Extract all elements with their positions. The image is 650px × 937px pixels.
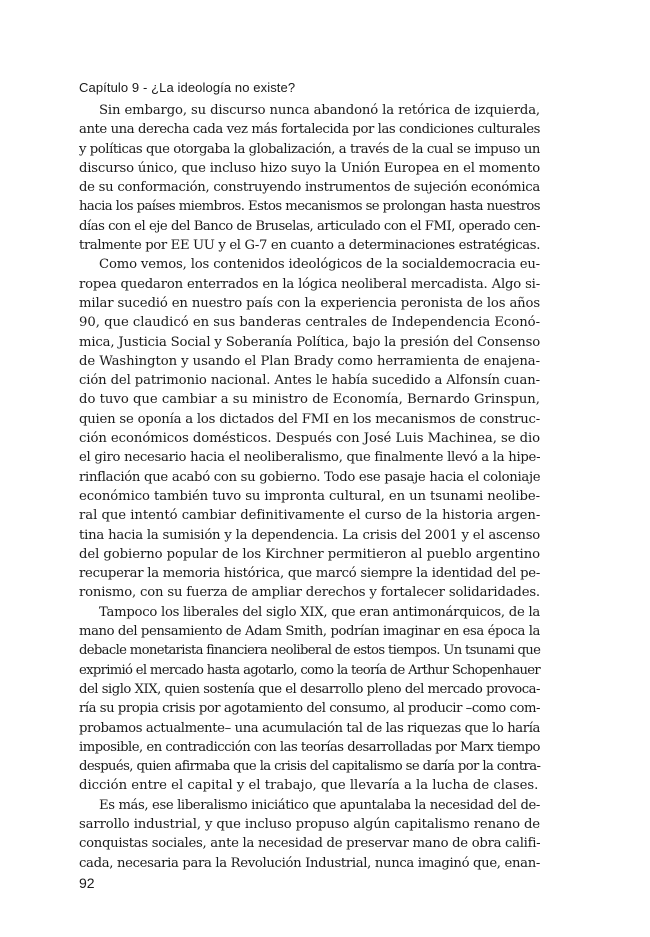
paragraph <box>79 603 540 796</box>
paragraph <box>79 796 540 873</box>
text-line: económico también tuvo su impronta cultural, en un tsunami neolibe- <box>79 488 541 504</box>
text-line: mano del pensamiento de Adam Smith, podrían imaginar en esa época la <box>79 624 540 640</box>
text-line: y políticas que otorgaba la globalización, a través de la cual se impuso un <box>79 141 540 157</box>
text-line: ción del patrimonio nacional. Antes le había sucedido a Alfonsín cuan- <box>79 373 540 389</box>
text-line: Es más, ese liberalismo iniciático que apuntalaba la necesidad del de- <box>99 797 540 813</box>
text-line: mica, Justicia Social y Soberanía Política, bajo la presión del Consenso <box>79 334 540 350</box>
text-line: ría su propia crisis por agotamiento del consumo, al producir –como com- <box>79 701 541 717</box>
text-line: cada, necesaria para la Revolución Industrial, nunca imaginó que, enan- <box>79 855 540 871</box>
text-line: debacle monetarista financiera neoliberal de estos tiempos. Un tsunami que <box>79 643 541 659</box>
text-line: conquistas sociales, ante la necesidad de preservar mano de obra califi- <box>79 836 541 852</box>
text-line: tralmente por EE UU y el G-7 en cuanto a determinaciones estratégicas. <box>79 238 541 254</box>
text-line: Sin embargo, su discurso nunca abandonó la retórica de izquierda, <box>99 103 540 118</box>
text-line: ción económicos domésticos. Después con José Luis Machinea, se dio <box>79 431 540 447</box>
text-line: do tuvo que cambiar a su ministro de Economía, Bernardo Grinspun, <box>79 392 540 408</box>
text-line: del gobierno popular de los Kirchner permitieron al pueblo argentino <box>79 546 541 562</box>
paragraph <box>79 101 540 255</box>
text-line: ral que intentó cambiar definitivamente el curso de la historia argen- <box>79 508 541 524</box>
text-line: sarrollo industrial, y que incluso propuso algún capitalismo renano de <box>79 816 540 832</box>
text-line: días con el eje del Banco de Bruselas, articulado con el FMI, operado cen- <box>79 218 540 234</box>
text-line: ronismo, con su fuerza de ampliar derechos y fortalecer solidaridades. <box>79 585 540 601</box>
page-number: 92 <box>79 875 95 891</box>
text-line: Tampoco los liberales del siglo XIX, que eran antimonárquicos, de la <box>99 604 541 620</box>
text-line: ropea quedaron enterrados en la lógica neoliberal mercadista. Algo si- <box>79 276 541 292</box>
text-line: el giro necesario hacia el neoliberalismo, que finalmente llevó a la hipe- <box>79 450 541 466</box>
text-line: milar sucedió en nuestro país con la experiencia peronista de los años <box>79 295 540 311</box>
running-header: Capítulo 9 - ¿La ideología no existe? <box>79 80 296 95</box>
text-line: después, quien afirmaba que la crisis del capitalismo se daría por la contra- <box>79 759 541 775</box>
text-line: 90, que claudicó en sus banderas centrales de Independencia Econó- <box>79 315 541 331</box>
text-line: probamos actualmente– una acumulación tal de las riquezas que lo haría <box>79 720 540 736</box>
text-line: de Washington y usando el Plan Brady como herramienta de enajena- <box>79 353 540 369</box>
text-line: ante una derecha cada vez más fortalecida por las condiciones culturales <box>79 122 541 138</box>
text-line: Como vemos, los contenidos ideológicos de la socialdemocracia eu- <box>99 257 540 273</box>
text-line: discurso único, que incluso hizo suyo la Unión Europea en el momento <box>79 160 540 176</box>
text-line: dicción entre el capital y el trabajo, que llevaría a la lucha de clases. <box>79 778 539 794</box>
text-line: rinflación que acabó con su gobierno. Todo ese pasaje hacia el coloniaje <box>79 469 541 485</box>
paragraph <box>79 255 540 602</box>
body-text <box>79 101 540 873</box>
text-line: del siglo XIX, quien sostenía que el desarrollo pleno del mercado provoca- <box>79 681 540 697</box>
text-line: imposible, en contradicción con las teorías desarrolladas por Marx tiempo <box>79 739 540 755</box>
text-line: quien se oponía a los dictados del FMI en los mecanismos de construc- <box>79 411 540 427</box>
text-line: exprimió el mercado hasta agotarlo, como la teoría de Arthur Schopenhauer <box>79 662 541 678</box>
text-line: hacia los países miembros. Estos mecanismos se prolongan hasta nuestros <box>79 199 540 215</box>
text-line: tina hacia la sumisión y la dependencia. La crisis del 2001 y el ascenso <box>79 527 540 543</box>
text-line: recuperar la memoria histórica, que marcó siempre la identidad del pe- <box>79 566 541 582</box>
text-line: de su conformación, construyendo instrumentos de sujeción económica <box>79 180 541 196</box>
